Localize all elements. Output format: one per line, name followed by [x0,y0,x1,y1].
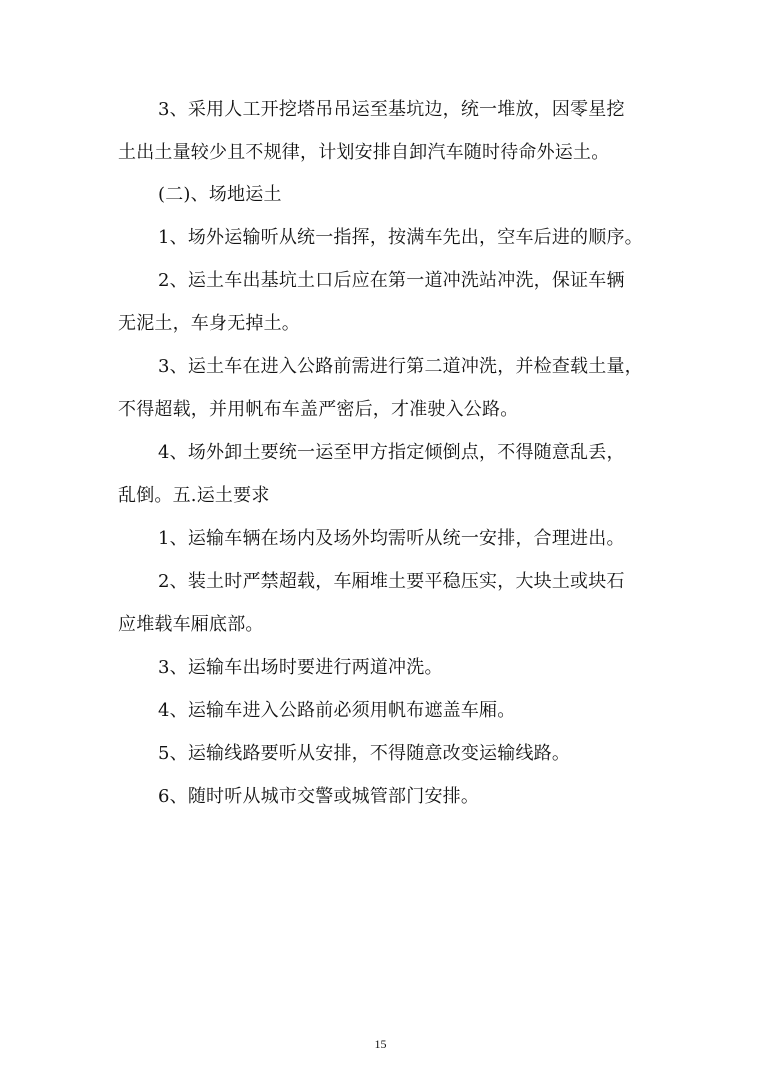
section-heading-site-earth-transport: (二)、场地运土 [158,184,282,205]
text-line-12: 2、装土时严禁超载，车厢堆土要平稳压实，大块土或块石 [158,571,625,592]
text-line-16: 5、运输线路要听从安排，不得随意改变运输线路。 [158,743,571,764]
text-line-1: 3、采用人工开挖塔吊吊运至基坑边，统一堆放，因零星挖 [158,99,625,120]
text-line-10: 乱倒。五.运土要求 [118,485,270,506]
text-line-9: 4、场外卸土要统一运至甲方指定倾倒点，不得随意乱丢， [158,442,625,463]
text-line-8: 不得超载，并用帆布车盖严密后，才准驶入公路。 [118,399,519,420]
text-line-5: 2、运土车出基坑土口后应在第一道冲洗站冲洗，保证车辆 [158,270,625,291]
text-line-7: 3、运土车在进入公路前需进行第二道冲洗，并检查载土量， [158,356,643,377]
text-line-6: 无泥土，车身无掉土。 [118,313,300,334]
text-line-15: 4、运输车进入公路前必须用帆布遮盖车厢。 [158,700,516,721]
text-line-4: 1、场外运输听从统一指挥，按满车先出，空车后进的顺序。 [158,227,643,248]
text-line-13: 应堆载车厢底部。 [118,614,264,635]
text-line-17: 6、随时听从城市交警或城管部门安排。 [158,786,480,807]
text-line-14: 3、运输车出场时要进行两道冲洗。 [158,657,443,678]
text-line-2: 土出土量较少且不规律，计划安排自卸汽车随时待命外运土。 [118,142,610,163]
page-number: 15 [374,1037,387,1051]
text-line-11: 1、运输车辆在场内及场外均需听从统一安排，合理进出。 [158,528,625,549]
